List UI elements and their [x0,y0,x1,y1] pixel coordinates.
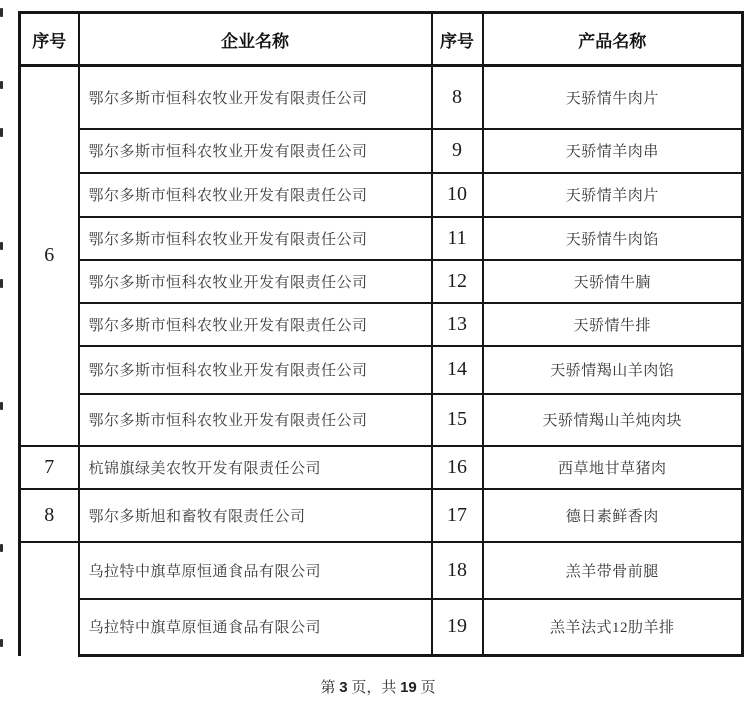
row-number-cell: 9 [432,129,483,173]
product-table [18,11,744,657]
scan-artifact [0,128,3,137]
row-number-cell: 11 [432,217,483,260]
scan-artifact [0,242,3,250]
company-cell: 鄂尔多斯市恒科农牧业开发有限责任公司 [79,217,432,260]
group-number-cell: 6 [20,66,79,446]
row-number-cell: 18 [432,542,483,599]
header-serial-left: 序号 [20,13,79,66]
group-number-cell: 8 [20,489,79,542]
header-serial-right: 序号 [432,13,483,66]
scan-artifact [0,8,3,17]
table-row [20,217,743,260]
footer-total-pages: 19 [400,679,417,696]
group-number-cell-empty [20,542,79,656]
table-row [20,489,743,542]
table-row [20,542,743,599]
company-cell: 鄂尔多斯市恒科农牧业开发有限责任公司 [79,173,432,217]
table-row [20,346,743,394]
row-number-cell: 8 [432,66,483,129]
table-row [20,599,743,656]
product-cell: 天骄情牛排 [483,303,743,346]
row-number-cell: 13 [432,303,483,346]
product-cell: 天骄情羊肉片 [483,173,743,217]
scan-artifact [0,279,3,288]
product-cell: 天骄情牛腩 [483,260,743,303]
row-number-cell: 19 [432,599,483,656]
company-cell: 杭锦旗绿美农牧开发有限责任公司 [79,446,432,489]
company-cell: 鄂尔多斯市恒科农牧业开发有限责任公司 [79,346,432,394]
row-number-cell: 14 [432,346,483,394]
product-cell: 天骄情牛肉片 [483,66,743,129]
scan-artifact [0,639,3,647]
product-cell: 天骄情羯山羊炖肉块 [483,394,743,446]
product-cell: 天骄情牛肉馅 [483,217,743,260]
product-cell: 德日素鲜香肉 [483,489,743,542]
row-number-cell: 10 [432,173,483,217]
product-cell: 羔羊法式12肋羊排 [483,599,743,656]
row-number-cell: 15 [432,394,483,446]
scan-artifact [0,81,3,89]
table-header-row [20,13,743,66]
header-product: 产品名称 [483,13,743,66]
page-footer [0,676,756,697]
scan-artifact [0,402,3,410]
company-cell: 乌拉特中旗草原恒通食品有限公司 [79,542,432,599]
company-cell: 鄂尔多斯旭和畜牧有限责任公司 [79,489,432,542]
company-cell: 鄂尔多斯市恒科农牧业开发有限责任公司 [79,260,432,303]
product-cell: 西草地甘草猪肉 [483,446,743,489]
footer-text: 第 [320,680,336,696]
table-row [20,173,743,217]
footer-page-number: 3 [339,679,348,696]
company-cell: 乌拉特中旗草原恒通食品有限公司 [79,599,432,656]
row-number-cell: 17 [432,489,483,542]
table-row [20,260,743,303]
product-cell: 羔羊带骨前腿 [483,542,743,599]
table-row [20,394,743,446]
footer-text: 页，共 [351,680,397,696]
company-cell: 鄂尔多斯市恒科农牧业开发有限责任公司 [79,394,432,446]
table-row [20,129,743,173]
product-cell: 天骄情羊肉串 [483,129,743,173]
row-number-cell: 16 [432,446,483,489]
row-number-cell: 12 [432,260,483,303]
company-cell: 鄂尔多斯市恒科农牧业开发有限责任公司 [79,303,432,346]
table-row [20,303,743,346]
table-row [20,446,743,489]
header-company: 企业名称 [79,13,432,66]
company-cell: 鄂尔多斯市恒科农牧业开发有限责任公司 [79,66,432,129]
company-cell: 鄂尔多斯市恒科农牧业开发有限责任公司 [79,129,432,173]
product-cell: 天骄情羯山羊肉馅 [483,346,743,394]
group-number-cell: 7 [20,446,79,489]
scan-artifact [0,544,3,552]
table-row [20,66,743,129]
footer-text: 页 [420,680,436,696]
